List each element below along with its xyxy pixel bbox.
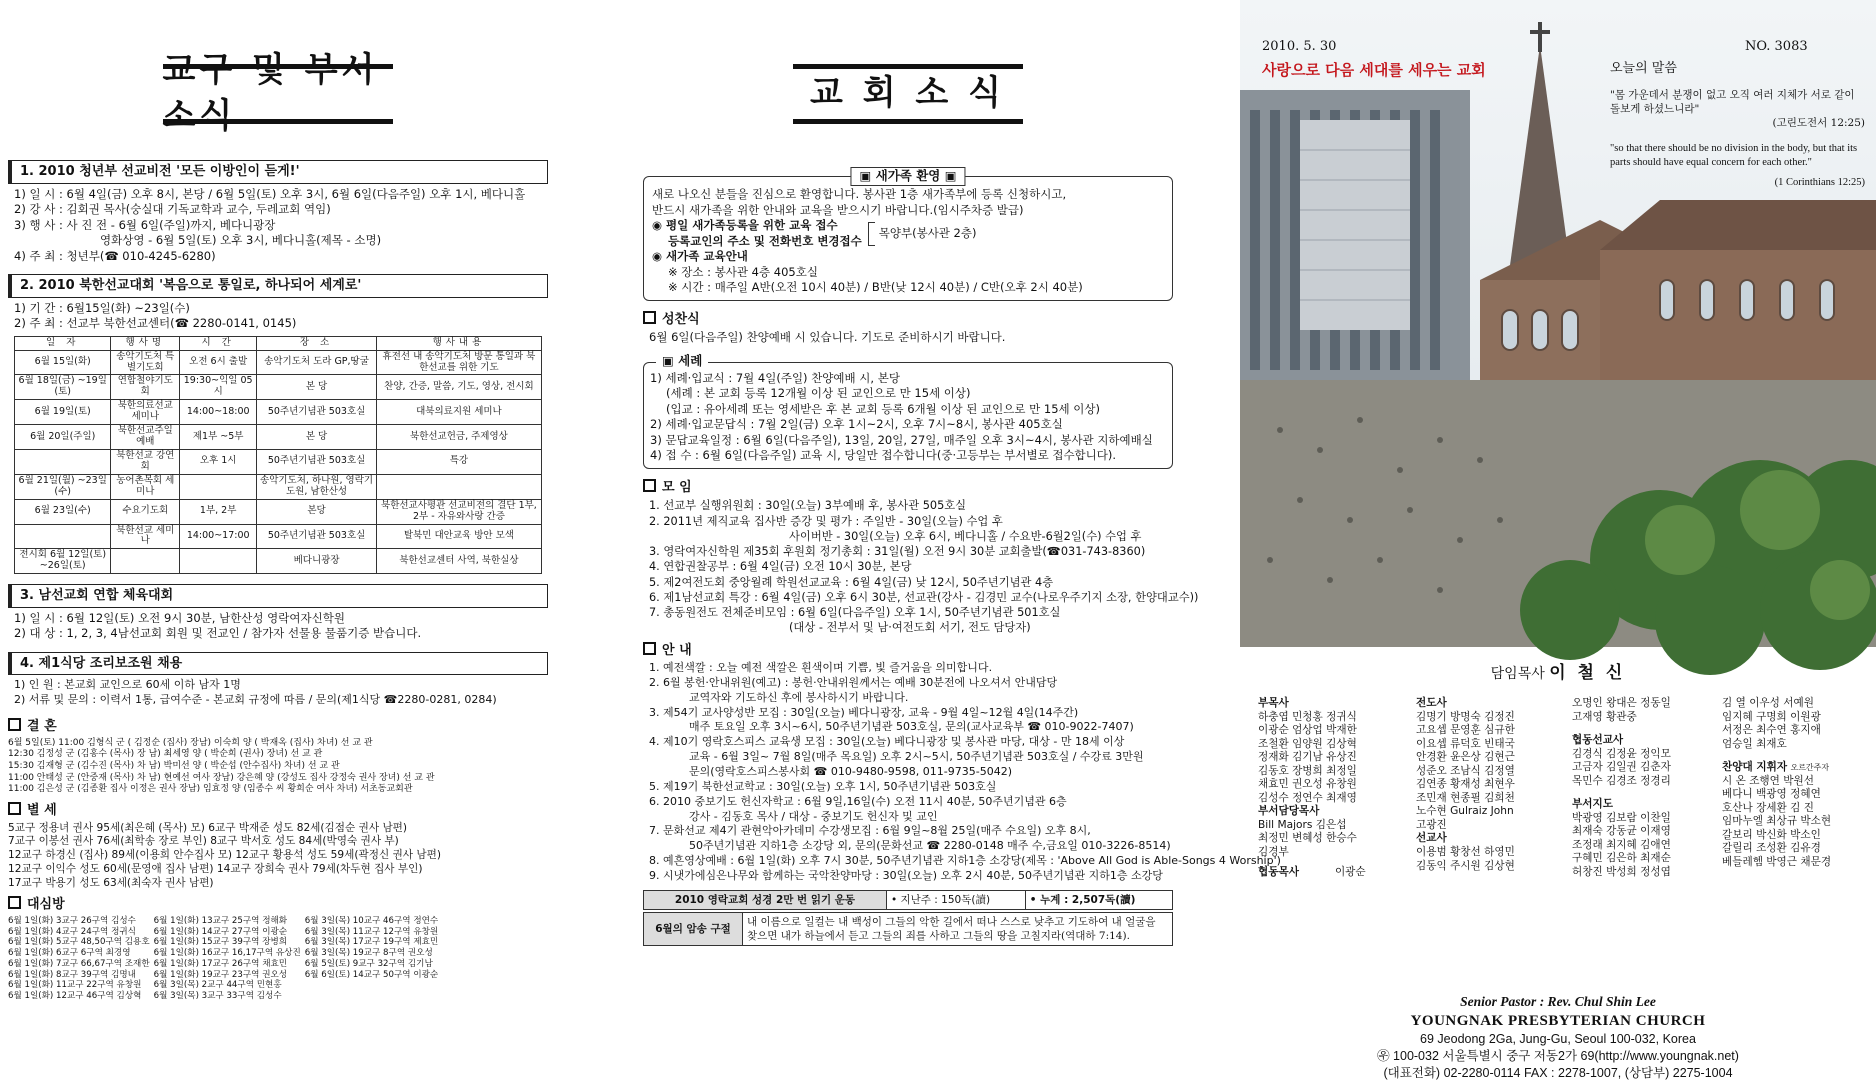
notice-line: 3. 제54기 교사양성반 모집 : 30일(오늘) 베다니광장, 교육 - 9월 4일~12월 4일(14주간): [649, 705, 1079, 719]
text-line: 2) 주 최 : 선교부 북한선교센터(☎ 2280-0141, 0145): [14, 316, 297, 331]
staff-heading: 부목사: [1258, 697, 1289, 709]
funeral-line: 5교구 정용녀 권사 95세(최은혜 (목사) 모) 6교구 박재준 성도 82세(김점순 권사 남편): [8, 821, 408, 834]
visit-entry: [442, 948, 548, 959]
staff-names: 하충엽 민청홍 정귀식: [1258, 710, 1357, 723]
staff-names: 이광순 엄상업 박재한: [1258, 724, 1357, 737]
staff-list: [1258, 697, 1858, 912]
wedding-line: 15:30 김재형 군 (김수진 (목사) 차 남) 박미선 양 ( 박순섭 (안수집사) 차녀) 선 교 관: [8, 760, 340, 771]
notice-line: 5. 제19기 북한선교학교 : 30일(오늘) 오후 1시, 50주년기념관 503호실: [649, 779, 997, 793]
staff-heading: 부서담당목사: [1258, 805, 1320, 818]
verse-korean-ref: (고린도전서 12:25): [1772, 116, 1865, 129]
text-line: 목양부(봉사관 2층): [878, 225, 977, 240]
square-icon: [643, 311, 656, 324]
staff-names: 조민재 현종필 김희천: [1416, 791, 1515, 804]
section-title: 3. 남선교회 연합 체육대회: [8, 584, 548, 608]
visit-entry: 6월 1일(화) 15교구 39구역 장병희: [153, 937, 288, 948]
section-title: 모 임: [662, 479, 692, 495]
staff-heading: 협동선교사: [1572, 734, 1624, 747]
schedule-cell: [376, 474, 541, 499]
verse-korean: "몸 가운데서 분쟁이 없고 오직 여러 지체가 서로 같이 돌보게 하셨느니라": [1610, 88, 1855, 115]
text-line: 3) 행 사 : 사 진 전 - 6월 6일(주일)까지, 베다니광장: [14, 217, 276, 232]
notice-line: 50주년기념관 지하1층 소강당 외, 문의(문화선교 ☎ 2280-0148 매주 수,금요일 010-3226-8514): [689, 839, 1171, 853]
schedule-cell: 농어촌목회 세미나: [111, 474, 180, 499]
schedule-cell: 수요기도회: [111, 499, 180, 524]
visit-entry: 6월 1일(화) 7교구 66,67구역 조재한: [8, 958, 150, 969]
reading-label: 2010 영락교회 성경 2만 번 읽기 운동: [644, 890, 887, 909]
staff-names: 김동익 주시원 김상현: [1416, 859, 1515, 872]
verse-title: 오늘의 말씀: [1610, 61, 1677, 76]
section-youth-mission: [8, 160, 548, 264]
notice-line: 4. 제10기 영락호스피스 교육생 모집 : 30일(오늘) 베다니광장 및 봉사관 마당, 대상 - 만 18세 이상: [649, 735, 1125, 749]
section-title: 1. 2010 청년부 선교비전 '모든 이방인이 듣게!': [8, 160, 548, 184]
visit-entry: [442, 916, 548, 927]
visit-entry: 6월 3일(목) 10교구 46구역 정연수: [304, 915, 439, 926]
section-funeral: [8, 802, 548, 890]
schedule-cell: [180, 474, 257, 499]
baptism-box: [643, 352, 1173, 469]
schedule-cell: [180, 549, 257, 574]
text-line: 2) 대 상 : 1, 2, 3, 4남선교회 회원 및 전교인 / 참가자 선물용 물품기증 받습니다.: [14, 626, 422, 641]
church-photo: [1240, 0, 1876, 647]
staff-names: 노수현 Gulraiz John: [1416, 805, 1514, 818]
church-news-title: 교 회 소 식: [793, 64, 1023, 124]
visit-entry: 6월 6일(토) 14교구 50구역 이광순: [304, 969, 439, 980]
staff-names: 채효민 권오성 유창원: [1258, 778, 1357, 791]
staff-names: 안경환 윤은상 김현근: [1416, 751, 1515, 764]
section-title: 결 혼: [27, 719, 57, 735]
staff-names: 이용범 황창선 하영민: [1416, 846, 1515, 859]
schedule-header-cell: 행사내용: [376, 336, 541, 350]
funeral-line: 12교구 하경신 (집사) 89세(이용희 안수집사 모) 12교구 황용석 성도 59세(곽정신 권사 남편): [8, 849, 441, 862]
schedule-cell: 14:00~18:00: [180, 400, 257, 425]
schedule-cell: 북한선교 세미나: [111, 524, 180, 549]
staff-names: 고광진: [1416, 818, 1447, 831]
funeral-line: 7교구 이봉선 권사 76세(최학송 장로 부인) 8교구 박서호 성도 84세(박영숙 권사 부): [8, 835, 399, 848]
schedule-cell: 송악기도처 특별기도회: [111, 350, 180, 375]
schedule-cell: 특강: [376, 450, 541, 475]
schedule-header-cell: 일 자: [15, 336, 111, 350]
english-address: 69 Jeodong 2Ga, Jung-Gu, Seoul 100-032, Korea: [1420, 1032, 1696, 1047]
schedule-header-cell: 시 간: [180, 336, 257, 350]
section-title: 대심방: [27, 897, 65, 913]
meeting-line: 6. 제1남선교회 특강 : 6월 4일(금) 오후 6시 30분, 선교관(강사 - 김경민 교수(나로우주기지 소장, 한양대교수)): [649, 590, 1199, 604]
staff-names: Bill Majors 김은섭: [1258, 818, 1347, 831]
section-title: 성찬식: [662, 311, 700, 327]
staff-names: 시 온 조행연 박원선: [1722, 774, 1814, 787]
issue-date: 2010. 5. 30: [1262, 39, 1337, 54]
text-line: 1) 일 시 : 6월 12일(토) 오전 9시 30분, 남한산성 영락여자신학원: [14, 610, 345, 625]
staff-heading: 부서지도: [1572, 798, 1613, 811]
staff-names: 최정민 변혜성 한승수: [1258, 832, 1357, 845]
schedule-cell: 대북의료지원 세미나: [376, 400, 541, 425]
notice-line: 2. 6월 봉헌·안내위원(예고) : 봉헌·안내위원께서는 예배 30분전에 나오셔서 안내담당: [649, 675, 1058, 689]
section-nk-mission: [8, 274, 548, 574]
staff-names: 이요셉 류덕호 빈태국: [1416, 737, 1515, 750]
visit-entry: 6월 1일(화) 3교구 26구역 김성수: [8, 915, 136, 926]
staff-names: 엄승일 최재호: [1722, 737, 1787, 750]
visit-entry: 6월 1일(화) 6교구 6구역 최경영: [8, 948, 131, 959]
schedule-row: [15, 474, 542, 499]
verse-english: "so that there should be no division in the body, but that its parts should have equal concern for each other.": [1610, 143, 1858, 169]
staff-names: 조정래 최지혜 김애연: [1572, 838, 1671, 851]
memory-verse-table: [643, 912, 1173, 946]
schedule-cell: 북한선교주일 예배: [111, 425, 180, 450]
column-district-news: [0, 0, 555, 1092]
district-news-title: 교구 및 부서소식: [163, 64, 393, 124]
section-title: 2. 2010 북한선교대회 '복음으로 통일로, 하나되어 세계로': [8, 274, 548, 298]
notice-line: 문의(영락호스피스봉사회 ☎ 010-9480-9598, 011-9735-5042): [689, 765, 1013, 779]
schedule-header-cell: 행사명: [111, 336, 180, 350]
text-line: 2) 서류 및 문의 : 이력서 1통, 급여수준 - 본교회 규정에 따름 / 문의(제1식당 ☎2280-0281, 0284): [14, 693, 497, 707]
section-title: 별 세: [27, 803, 57, 819]
staff-names: 조철환 임양원 김상혁: [1258, 737, 1357, 750]
schedule-cell: 오전 6시 출발: [180, 350, 257, 375]
staff-names: 고요셉 문영훈 심규한: [1416, 724, 1515, 737]
schedule-cell: 휴전선 내 송악기도처 방문 통일과 북한선교를 위한 기도: [376, 350, 541, 375]
schedule-row: [15, 499, 542, 524]
schedule-row: [15, 549, 542, 574]
schedule-cell: 탈북민 대안교육 방안 모색: [376, 524, 541, 549]
text-line: 1) 일 시 : 6월 4일(금) 오후 8시, 본당 / 6월 5일(토) 오후 3시, 6월 6일(다음주일) 오후 1시, 베다니홀: [14, 186, 526, 201]
pastor-label: 담임목사: [1490, 666, 1545, 682]
staff-names: 박광영 김보람 이찬일: [1572, 811, 1671, 824]
visit-entry: [442, 991, 548, 1002]
staff-names: 고금자 김일권 김춘자: [1572, 761, 1671, 774]
visit-entry: 6월 3일(목) 2교구 44구역 민현홍: [153, 980, 282, 991]
staff-names: 오명인 왕대은 정동일: [1572, 697, 1671, 709]
baptism-title: ▣ 세례: [656, 353, 708, 370]
schedule-cell: 제1부 ~5부: [180, 425, 257, 450]
staff-names: 갈릴리 조성환 김유경: [1722, 842, 1821, 855]
staff-names: 김동호 장병희 최정일: [1258, 764, 1357, 777]
text-line: 2) 강 사 : 김회권 목사(숭실대 기독교학과 교수, 두레교회 역임): [14, 202, 331, 217]
staff-heading: 전도사: [1416, 697, 1447, 709]
schedule-row: [15, 450, 542, 475]
visit-entry: [305, 991, 438, 1002]
schedule-row: [15, 524, 542, 549]
schedule-table: [14, 336, 542, 575]
schedule-cell: 북한선교사평관 선교비전의 결단 1부, 2부 - 자유와사랑 간증: [376, 499, 541, 524]
memory-label: 6월의 암송 구절: [644, 912, 743, 945]
schedule-cell: 6월 21일(월) ~23일(수): [15, 474, 111, 499]
notice-line: 교역자와 기도하신 후에 봉사하시기 바랍니다.: [689, 690, 909, 704]
reading-table: [643, 890, 1173, 910]
text-line: ◉ 새가족 교육안내: [652, 249, 748, 264]
square-icon: [643, 479, 656, 492]
text-line: 4) 주 최 : 청년부(☎ 010-4245-6280): [14, 248, 216, 263]
visit-entry: 6월 1일(화) 14교구 27구역 이광순: [153, 926, 288, 937]
schedule-cell: 송악기도처, 하나원, 영락기도원, 남한산성: [257, 474, 377, 499]
schedule-cell: [111, 549, 180, 574]
visit-entry: [442, 927, 548, 938]
visit-entry: 6월 1일(화) 19교구 23구역 권오성: [153, 969, 288, 980]
reading-total: • 누계 : 2,507독(讀): [1025, 890, 1172, 909]
staff-names: 임마누엘 최상규 박소현: [1722, 815, 1832, 828]
schedule-cell: 본당: [257, 499, 377, 524]
schedule-row: [15, 425, 542, 450]
schedule-cell: 1부, 2부: [180, 499, 257, 524]
english-pastor: Senior Pastor : Rev. Chul Shin Lee: [1460, 994, 1656, 1009]
meeting-line: 5. 제2여전도회 중앙월례 학원선교교육 : 6월 4일(금) 낮 12시, 50주년기념관 4층: [649, 575, 1054, 589]
meeting-line: 사이버반 - 30일(오늘) 오후 6시, 베다니홀 / 수요반-6월2일(수) 수업 후: [789, 529, 1142, 543]
visit-entry: [442, 959, 548, 970]
staff-heading: 협동목사: [1258, 865, 1299, 878]
schedule-cell: 북한선교헌금, 주제영상: [376, 425, 541, 450]
notice-line: 매주 토요일 오후 3시~6시, 50주년기념관 503호실, 문의(교사교육부 ☎ 010-9022-7407): [689, 720, 1134, 734]
baptism-line: 1) 세례·입교식 : 7월 4일(주일) 찬양예배 시, 본당: [650, 370, 900, 385]
visit-entry: 6월 3일(목) 17교구 19구역 제효민: [304, 937, 439, 948]
schedule-cell: 베다니광장: [257, 549, 377, 574]
pastor-name: 이 철 신: [1549, 663, 1626, 683]
staff-names: 서정은 최수연 홍지애: [1722, 724, 1821, 737]
visit-entry: 6월 1일(화) 13교구 25구역 정해화: [153, 915, 288, 926]
notice-line: 9. 시냇가에심은나무와 함께하는 국악찬양마당 : 30일(오늘) 오후 2시 40분, 50주년기념관 지하1층 소강당: [649, 868, 1163, 882]
visit-entry: 6월 1일(화) 5교구 48,50구역 김용호: [8, 937, 150, 948]
staff-heading: 찬양대 지휘자: [1722, 761, 1788, 774]
schedule-row: [15, 375, 542, 400]
baptism-line: 4) 접 수 : 6월 6일(다음주일) 교육 시, 당일만 접수합니다(중·고등부는 부서별로 접수합니다).: [650, 448, 1117, 463]
staff-names: 구혜민 김은하 최재순: [1572, 852, 1671, 865]
notice-line: 강사 - 김동호 목사 / 대상 - 중보기도 헌신자 및 교인: [689, 809, 938, 823]
schedule-cell: 북한선교 강연회: [111, 450, 180, 475]
visit-entry: 6월 1일(화) 16교구 16,17구역 유상진: [153, 948, 301, 959]
visit-entry: 6월 1일(화) 12교구 46구역 김상혁: [8, 991, 142, 1002]
schedule-cell: 19:30~익일 05시: [180, 375, 257, 400]
visit-entry: [442, 937, 548, 948]
reading-last-week: • 지난주 : 150독(讀): [886, 890, 1025, 909]
meeting-line: 4. 연합권찰공부 : 6월 4일(금) 오전 10시 30분, 본당: [649, 560, 912, 574]
funeral-line: 17교구 박용기 성도 63세(최숙자 권사 남편): [8, 876, 214, 889]
text-line: ※ 장소 : 봉사관 4층 405호실: [668, 264, 818, 279]
staff-names: 정재화 김기남 유상진: [1258, 751, 1357, 764]
notice-line: 7. 문화선교 제4기 관현악아카데미 수강생모집 : 6월 9일~8월 25일(매주 수요일) 오후 8시,: [649, 824, 1091, 838]
section-visit: [8, 896, 548, 1001]
baptism-line: (세례 : 본 교회 등록 12개월 이상 된 교인으로 만 15세 이상): [666, 386, 971, 401]
schedule-cell: 6월 18일(금) ~19일(토): [15, 375, 111, 400]
schedule-cell: 본 당: [257, 425, 377, 450]
funeral-line: 12교구 이익수 성도 60세(문영애 집사 남편) 14교구 장희숙 권사 79세(차두현 집사 부인): [8, 862, 423, 875]
column-cover: [1240, 0, 1876, 1092]
square-icon: [8, 718, 21, 731]
visit-entry: 6월 1일(화) 11교구 22구역 유창원: [8, 980, 142, 991]
visit-entry: 6월 3일(목) 19교구 8구역 권오성: [304, 948, 433, 959]
meeting-line: 7. 총동원전도 전체준비모임 : 6월 6일(다음주일) 오후 1시, 50주년기념관 501호실: [649, 606, 1061, 620]
welcome-title: ▣ 새가족 환영 ▣: [850, 167, 965, 186]
staff-names: 김연종 황재성 최현우: [1416, 778, 1515, 791]
section-sports: [8, 584, 548, 642]
staff-names: 갈보리 박신화 박소인: [1722, 828, 1821, 841]
visit-entry: [442, 980, 548, 991]
senior-pastor: [1240, 662, 1876, 685]
visit-entry: 6월 5일(토) 9교구 32구역 김기남: [304, 958, 433, 969]
section-kitchen-hire: [8, 652, 548, 708]
church-footer: [1240, 993, 1876, 1082]
schedule-cell: 찬양, 간증, 말씀, 기도, 영상, 전시회: [376, 375, 541, 400]
schedule-cell: [15, 450, 111, 475]
square-icon: [643, 642, 656, 655]
text-line: ◉ 평일 새가족등록을 위한 교육 접수: [652, 218, 838, 233]
staff-names: 목민수 김경조 정경리: [1572, 774, 1671, 787]
notice-line: 6. 2010 중보기도 헌신자학교 : 6월 9일,16일(수) 오전 11시 40분, 50주년기념관 6층: [649, 794, 1067, 808]
section-wedding: [8, 718, 548, 796]
baptism-line: 2) 세례·입교문답식 : 7월 2일(금) 오후 1시~2시, 오후 7시~8시, 봉사관 405호실: [650, 417, 1063, 432]
schedule-cell: 북한의료선교세미나: [111, 400, 180, 425]
schedule-row: [15, 350, 542, 375]
schedule-cell: 북한선교센터 사역, 북한실상: [376, 549, 541, 574]
visit-entry: 6월 1일(화) 8교구 39구역 김명내: [8, 969, 136, 980]
staff-note: 오르간주자: [1790, 763, 1830, 773]
issue-number: NO. 3083: [1745, 39, 1808, 54]
text-line: 1) 인 원 : 본교회 교인으로 60세 이하 남자 1명: [14, 678, 241, 692]
staff-names: 임지혜 구명희 이원광: [1722, 710, 1821, 723]
schedule-cell: 연합철야기도회: [111, 375, 180, 400]
staff-names: 고재영 황관중: [1572, 710, 1637, 723]
notice-line: 8. 예흔영상예배 : 6월 1일(화) 오후 7시 30분, 50주년기념관 지하1층 소강당(제목 : 'Above All God is Able-Songs 4 Worship'): [649, 854, 1281, 868]
baptism-line: (입교 : 유아세례 또는 영세받은 후 본 교회 등록 6개월 이상 된 교인으로 만 15세 이상): [666, 401, 1101, 416]
square-icon: [8, 802, 21, 815]
schedule-cell: 14:00~17:00: [180, 524, 257, 549]
church-slogan: 사랑으로 다음 세대를 세우는 교회: [1262, 61, 1486, 79]
schedule-header-cell: 장 소: [257, 336, 377, 350]
staff-names: 김경부: [1258, 846, 1289, 859]
visit-entry: 6월 1일(화) 4교구 24구역 정귀식: [8, 926, 136, 937]
verse-english-ref: (1 Corinthians 12:25): [1774, 177, 1865, 189]
schedule-cell: 본 당: [257, 375, 377, 400]
section-title: 4. 제1식당 조리보조원 채용: [8, 652, 548, 676]
text-line: ※ 시간 : 매주일 A반(오전 10시 40분) / B반(낮 12시 40분) / C반(오후 2시 40분): [668, 280, 1083, 295]
staff-names: 김명기 방명숙 김정진: [1416, 710, 1515, 723]
schedule-cell: [15, 524, 111, 549]
text-line: 반드시 새가족을 위한 안내와 교육을 받으시기 바랍니다.(임시주차증 발급): [652, 202, 1024, 217]
schedule-row: [15, 400, 542, 425]
staff-names: 김성수 정연수 최재영: [1258, 791, 1357, 804]
text-line: 6월 6일(다음주일) 찬양예배 시 있습니다. 기도로 준비하시기 바랍니다.: [649, 330, 1006, 345]
schedule-cell: 50주년기념관 503호실: [257, 450, 377, 475]
visit-entry: 6월 1일(화) 17교구 26구역 채효민: [153, 958, 288, 969]
verse-of-day: [1610, 60, 1865, 191]
text-line: 영화상영 - 6월 5일(토) 오후 3시, 베다니홀(제목 - 소명): [100, 233, 382, 248]
schedule-cell: 50주년기념관 503호실: [257, 400, 377, 425]
schedule-cell: 6월 23일(수): [15, 499, 111, 524]
staff-names: 베다니 백광영 정혜연: [1722, 788, 1821, 801]
staff-names: 김경식 김정윤 정익모: [1572, 747, 1671, 760]
memory-text: 내 이름으로 일컬는 내 백성이 그들의 악한 길에서 떠나 스스로 낮추고 기도하여 내 얼굴을 찾으면 내가 하늘에서 듣고 그들의 죄를 사하고 그들의 땅을 고칠지라(역대하 7:14).: [743, 912, 1173, 945]
staff-names: 김 열 이우성 서예원: [1722, 697, 1814, 709]
staff-names: 베들레헴 박영근 채문경: [1722, 856, 1832, 869]
wedding-line: 12:30 김정성 군 (김홍수 (목사) 장 남) 최세영 양 ( 박순희 (권사) 장녀) 선 교 관: [8, 749, 323, 760]
text-line: 등록교인의 주소 및 전화번호 변경접수: [668, 233, 862, 248]
staff-names: 최재숙 강동균 이재영: [1572, 825, 1671, 838]
staff-name: 이광순: [1334, 865, 1366, 878]
welcome-box: [643, 168, 1173, 301]
staff-heading: 선교사: [1416, 832, 1447, 845]
visit-entry: [442, 970, 548, 981]
staff-names: 호산나 장세환 김 진: [1722, 801, 1814, 814]
meeting-line: (대상 - 전부서 및 남·여전도회 서기, 전도 담당자): [789, 621, 1031, 635]
visit-entry: 6월 3일(목) 3교구 33구역 김성수: [153, 991, 282, 1002]
schedule-cell: 송악기도처 도라 GP,땅굴: [257, 350, 377, 375]
visit-entry: [305, 980, 438, 991]
wedding-line: 6월 5일(토) 11:00 김형식 군 ( 김정순 (집사) 장남) 이숙희 양 ( 박재옥 (집사) 차녀) 선 교 관: [8, 737, 373, 748]
schedule-cell: 50주년기념관 503호실: [257, 524, 377, 549]
text-line: 1) 기 간 : 6월15일(화) ~23일(수): [14, 300, 190, 315]
text-line: 새로 나오신 분들을 진심으로 환영합니다. 봉사관 1층 새가족부에 등록 신청하시고,: [652, 187, 1067, 201]
meeting-line: 3. 영락여자신학원 제35회 후원회 정기총회 : 31일(월) 오전 9시 30분 교회출발(☎031-743-8360): [649, 545, 1146, 559]
schedule-cell: 6월 20일(주일): [15, 425, 111, 450]
meeting-line: 1. 선교부 실행위원회 : 30일(오늘) 3부예배 후, 봉사관 505호실: [649, 499, 967, 513]
schedule-cell: 6월 19일(토): [15, 400, 111, 425]
section-title: 안 내: [662, 642, 692, 658]
korean-address: ㉾ 100-032 서울특별시 중구 저동2가 69(http://www.youngnak.net): [1377, 1049, 1739, 1064]
staff-names: 성준오 조남식 김정열: [1416, 764, 1515, 777]
visit-entry: 6월 3일(목) 11교구 12구역 유창원: [304, 926, 439, 937]
wedding-line: 11:00 안태성 군 (안중재 (목사) 차 남) 현예선 여사 장남) 강은혜 양 (강성도 집사 강정숙 권사 장녀) 선 교 관: [8, 772, 435, 783]
wedding-line: 11:00 김은성 군 (김종환 집사 이정은 권사 장남) 임효정 양 (임종수 씨 황희순 여사 차녀) 서초동교회관: [8, 784, 413, 795]
schedule-cell: 전시회 6월 12일(토) ~26일(토): [15, 549, 111, 574]
notice-line: 1. 예전색깔 : 오늘 예전 색깔은 흰색이며 기쁨, 빛 즐거움을 의미합니다.: [649, 661, 993, 675]
schedule-cell: 오후 1시: [180, 450, 257, 475]
english-church-name: YOUNGNAK PRESBYTERIAN CHURCH: [1410, 1013, 1706, 1030]
schedule-cell: 6월 15일(화): [15, 350, 111, 375]
baptism-line: 3) 문답교육일정 : 6월 6일(다음주일), 13일, 20일, 27일, 매주일 오후 3시~4시, 봉사관 지하예배실: [650, 432, 1153, 447]
meeting-line: 2. 2011년 제직교육 집사반 증강 및 평가 : 주일반 - 30일(오늘) 수업 후: [649, 514, 1003, 528]
staff-names: 허창진 박성희 정성엽: [1572, 866, 1671, 879]
notice-line: 교육 - 6월 3일~ 7월 8일(매주 목요일) 오후 2시~5시, 50주년기념관 503호실 / 수강료 3만원: [689, 750, 1144, 764]
phone-numbers: (대표전화) 02-2280-0114 FAX : 2278-1007, (상담부) 2275-1004: [1383, 1066, 1733, 1081]
square-icon: [8, 896, 21, 909]
